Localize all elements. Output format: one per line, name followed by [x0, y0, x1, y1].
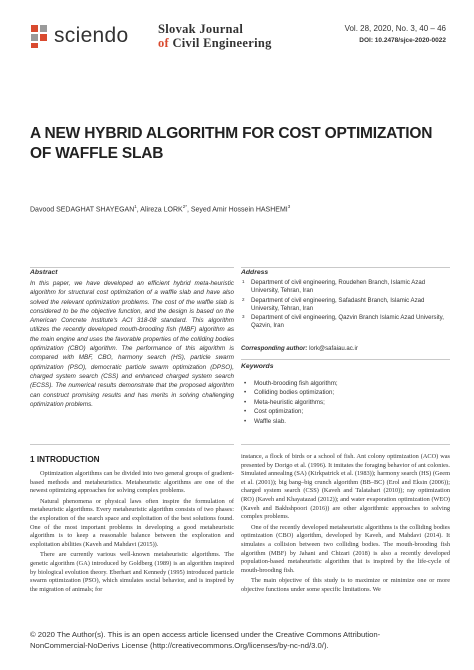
body-paragraph: There are currently various well-known metaheuristic algorithms. The genetic algorithm (GA) introduced by Goldberg (1989) is an algorithm inspired by biological evolution theory. Eberhart and Kennedy (1995) introduced particle swarm optimization (PSO), which simulates social behavior, and is inspired by the migration of animals; for — [30, 551, 234, 593]
abstract-text: In this paper, we have developed an efficient hybrid meta-heuristic algorithm for structural cost optimization of a waffle slab and have also solved the relevant optimization problems. The cost of the waffle slab is considered to be the objective function, and the design is based on the American Concrete Institute's ACI 318-08 standard. This algorithm utilizes the recently developed mouth-brooding fish (MBF) algorithm as the main engine and uses the favorable properties of the colliding bodies optimization (CBO) algorithm. The performance of this algorithm is compared with MBF, CBO, harmony search (HS), particle swarm optimization (PSO), democratic particle swarm optimization (DPSO), charged system search (CSS) and enhanced charged system search (ECSS). The numerical results demonstrate that the proposed algorithm can construct promising results and has merits in solving challenging optimization problems. — [30, 280, 234, 408]
body-paragraph: Optimization algorithms can be divided into two general groups of gradient-based methods and metaheuristics. Metaheuristic algorithms are one of the newest optimizing approaches for solving complex problems. — [30, 470, 234, 495]
author-affiliation-mark: 1 — [134, 204, 137, 209]
keyword-item: • Mouth-brooding fish algorithm; — [244, 379, 338, 388]
author-list — [30, 204, 290, 213]
divider — [241, 359, 450, 360]
address-text: Department of civil engineering, Safadasht Branch, Islamic Azad University, Tehran, Iran — [251, 296, 425, 312]
journal-header — [30, 20, 446, 54]
address-text: Department of civil engineering, Roudehen Branch, Islamic Azad University, Tehran, Iran — [251, 279, 426, 295]
keyword-item: • Meta-heuristic algorithms; — [244, 398, 338, 407]
address-item — [241, 314, 446, 331]
address-number: 2 — [242, 296, 245, 302]
journal-line-2 — [158, 36, 272, 50]
keyword-item: • Cost optimization; — [244, 407, 338, 416]
address-number: 3 — [242, 314, 245, 320]
body-paragraph: The main objective of this study is to maximize or minimize one or more objective functions under some specific limitations. We — [241, 577, 450, 593]
keyword-item: • Colliding bodies optimization; — [244, 388, 338, 397]
sciendo-logo — [30, 22, 150, 52]
volume-info — [345, 23, 446, 47]
keyword-item: • Waffle slab. — [244, 417, 338, 426]
sciendo-logo-icon — [30, 24, 50, 50]
abstract-heading: Abstract — [30, 269, 58, 276]
divider — [241, 444, 450, 445]
body-paragraph: One of the recently developed metaheuristic algorithms is the colliding bodies optimization (CBO) algorithm, developed by Kaveh, and Mahdavi (2014). It simulates a collision between two colliding bodies. The mouth-brooding fish algorithm (MBF) by Jahani and Chizari (2018) is also a recently developed population-based metaheuristic algorithm that is inspired by the life-cycle of mouth-brooding fish. — [241, 523, 450, 574]
divider — [30, 444, 234, 445]
author-affiliation-mark: 2* — [182, 204, 187, 209]
author-separator: , — [186, 206, 191, 214]
doi-line: DOI: 10.2478/sjce-2020-0022 — [359, 37, 446, 44]
journal-of: of — [158, 36, 170, 50]
author-name: Davood SEDAGHAT SHAYEGAN — [30, 206, 135, 214]
address-list — [241, 279, 446, 332]
address-text: Department of civil engineering, Qazvin Branch Islamic Azad University, Qazvin, Iran — [251, 314, 444, 330]
address-item — [241, 279, 446, 296]
logo-text: sciendo — [54, 24, 129, 47]
article-title: A NEW HYBRID ALGORITHM FOR COST OPTIMIZATION OF WAFFLE SLAB — [30, 125, 433, 162]
author-name: Seyed Amir Hossein HASHEMI — [190, 206, 288, 214]
body-column-left — [30, 470, 234, 596]
introduction-heading: 1 INTRODUCTION — [30, 455, 100, 464]
volume-line: Vol. 28, 2020, No. 3, 40 – 46 — [344, 24, 446, 33]
address-heading: Address — [241, 269, 269, 276]
author-affiliation-mark: 3 — [287, 204, 291, 209]
license-line-1: © 2020 The Author(s). This is an open access article licensed under the Creative Commons Attribution- — [30, 630, 381, 639]
corresponding-author-email[interactable]: lork@safaiau.ac.ir — [309, 345, 358, 352]
divider — [30, 267, 234, 268]
corresponding-author — [241, 345, 358, 352]
keyword-list — [244, 379, 338, 426]
journal-line-1: Slovak Journal — [158, 22, 244, 36]
journal-line-2-text: Civil Engineering — [172, 36, 272, 50]
journal-name — [158, 22, 272, 50]
license-line-2[interactable]: NonCommercial-NoDerivs License (http://creativecommons.Org/licenses/by-nc-nd/3.0/). — [30, 641, 329, 650]
body-column-right — [241, 453, 450, 597]
keywords-heading: Keywords — [241, 363, 274, 370]
body-paragraph: Natural phenomena or physical laws often inspire the formulation of metaheuristic algorithms. Every metaheuristic algorithm consists of two phases: the exploration of the search space and exploitation of the best solutions found. One of the most important problems in developing a good metaheuristic algorithm is to keep a reasonable balance between the exploration and exploitation abilities (Kaveh and Mahdavi (2015)). — [30, 497, 234, 548]
author-separator: , — [136, 206, 141, 214]
body-paragraph: instance, a flock of birds or a school of fish. Ant colony optimization (ACO) was presented by Dorigo et al. (1996). It imitates the foraging behavior of ant colonies. Simulated annealing (SA) (Kirkpatrick et al. (1983)); harmony search (HS) (Geem et al. (2001)); big bang–big crunch algorithm (BB–BC) (Erol and Eksin (2006)); charged system search (CSS) (Kaveh and Talatahari (2010)); ray optimization (RO) (Kaveh and Khayatazad (2012)); and water evaporation optimization (WEO) (Kaveh and Bakhshpoori (2016)) are other algorithmic approaches to solving complex problems. — [241, 453, 450, 521]
license-footer — [30, 629, 450, 651]
author-name: Alireza LORK — [140, 206, 183, 214]
corresponding-author-label: Corresponding author: — [241, 345, 308, 352]
divider — [241, 267, 450, 268]
address-item — [241, 297, 446, 314]
address-number: 1 — [242, 279, 245, 284]
